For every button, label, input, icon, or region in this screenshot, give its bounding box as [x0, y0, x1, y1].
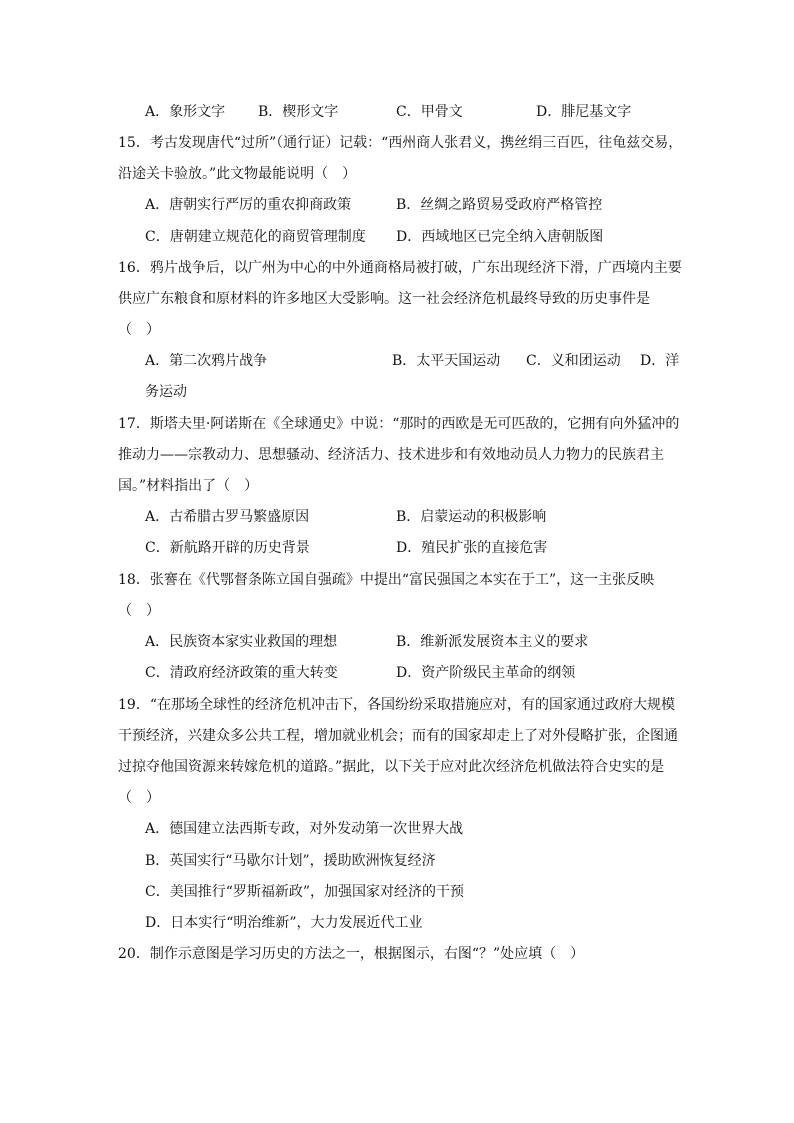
q17-option-c[interactable]: C．新航路开辟的历史背景: [145, 540, 310, 556]
q16-stem-line1: 16．鸦片战争后，以广州为中心的中外通商格局被打破，广东出现经济下滑，广西境内主要: [118, 260, 682, 276]
q15-options-row1: [0, 195, 794, 215]
q16-options-row: [0, 351, 794, 371]
q16-stem-line3: （ ）: [118, 322, 160, 338]
q18-option-d[interactable]: D．资产阶级民主革命的纲领: [396, 665, 576, 681]
q14-option-a[interactable]: A．象形文字: [145, 104, 226, 120]
q15-option-b[interactable]: B．丝绸之路贸易受政府严格管控: [396, 197, 603, 213]
q19-option-a[interactable]: A．德国建立法西斯专政，对外发动第一次世界大战: [145, 821, 464, 837]
q14-options: [0, 102, 794, 122]
q17-option-b[interactable]: B．启蒙运动的积极影响: [396, 509, 547, 525]
q17-stem-line3: 国。”材料指出了（ ）: [118, 478, 259, 494]
q19-stem-line2: 干预经济，兴建众多公共工程，增加就业机会；而有的国家却走上了对外侵略扩张，企图通: [118, 728, 678, 744]
q16-option-d[interactable]: D．洋: [640, 353, 680, 369]
q17-options-row2: [0, 538, 794, 558]
q17-stem-line1: 17．斯塔夫里·阿诺斯在《全球通史》中说：“那时的西欧是无可匹敌的，它拥有向外猛冲的: [118, 416, 680, 432]
q16-stem-line2: 供应广东粮食和原材料的许多地区大受影响。这一社会经济危机最终导致的历史事件是: [118, 291, 650, 307]
q16-option-b[interactable]: B．太平天国运动: [392, 353, 501, 369]
q17-option-a[interactable]: A．古希腊古罗马繁盛原因: [145, 509, 310, 525]
q19-stem-line1: 19．“在那场全球性的经济危机冲击下，各国纷纷采取措施应对，有的国家通过政府大规模: [118, 697, 675, 713]
q17-options-row1: [0, 507, 794, 527]
q18-options-row2: [0, 663, 794, 683]
q19-stem-line4: （ ）: [118, 790, 160, 806]
q16-option-a[interactable]: A．第二次鸦片战争: [145, 353, 268, 369]
q17-option-d[interactable]: D．殖民扩张的直接危害: [396, 540, 548, 556]
q19-option-c[interactable]: C．美国推行“罗斯福新政”，加强国家对经济的干预: [145, 884, 465, 900]
q15-option-a[interactable]: A．唐朝实行严厉的重农抑商政策: [145, 197, 352, 213]
q19-option-b[interactable]: B．英国实行“马歇尔计划”，援助欧洲恢复经济: [145, 853, 436, 869]
q15-options-row2: [0, 227, 794, 247]
q20-stem-line1: 20．制作示意图是学习历史的方法之一，根据图示，右图“？”处应填（ ）: [118, 946, 585, 962]
q17-stem-line2: 推动力——宗教动力、思想骚动、经济活力、技术进步和有效地动员人力物力的民族君主: [118, 447, 664, 463]
q14-option-b[interactable]: B．楔形文字: [258, 104, 339, 120]
q16-option-c[interactable]: C．义和团运动: [526, 353, 621, 369]
q18-options-row1: [0, 632, 794, 652]
q15-option-d[interactable]: D．西域地区已完全纳入唐朝版图: [396, 229, 604, 245]
q16-option-d-continued: 务运动: [145, 384, 187, 400]
q14-option-d[interactable]: D．腓尼基文字: [536, 104, 632, 120]
q15-stem-line1: 15．考古发现唐代“过所”（通行证）记载：“西州商人张君义，携丝绢三百匹，往龟兹交易，: [118, 135, 683, 151]
q15-option-c[interactable]: C．唐朝建立规范化的商贸管理制度: [145, 229, 366, 245]
q18-stem-line2: （ ）: [118, 603, 160, 619]
q19-stem-line3: 过掠夺他国资源来转嫁危机的道路。”据此，以下关于应对此次经济危机做法符合史实的是: [118, 759, 665, 775]
q19-option-d[interactable]: D．日本实行“明治维新”，大力发展近代工业: [145, 915, 423, 931]
q14-option-c[interactable]: C．甲骨文: [396, 104, 463, 120]
q18-option-c[interactable]: C．清政府经济政策的重大转变: [145, 665, 338, 681]
q18-option-b[interactable]: B．维新派发展资本主义的要求: [396, 634, 589, 650]
q18-stem-line1: 18．张謇在《代鄂督条陈立国自强疏》中提出“富民强国之本实在于工”，这一主张反映: [118, 572, 655, 588]
q18-option-a[interactable]: A．民族资本家实业救国的理想: [145, 634, 338, 650]
q15-stem-line2: 沿途关卡验放。”此文物最能说明（ ）: [118, 166, 357, 182]
